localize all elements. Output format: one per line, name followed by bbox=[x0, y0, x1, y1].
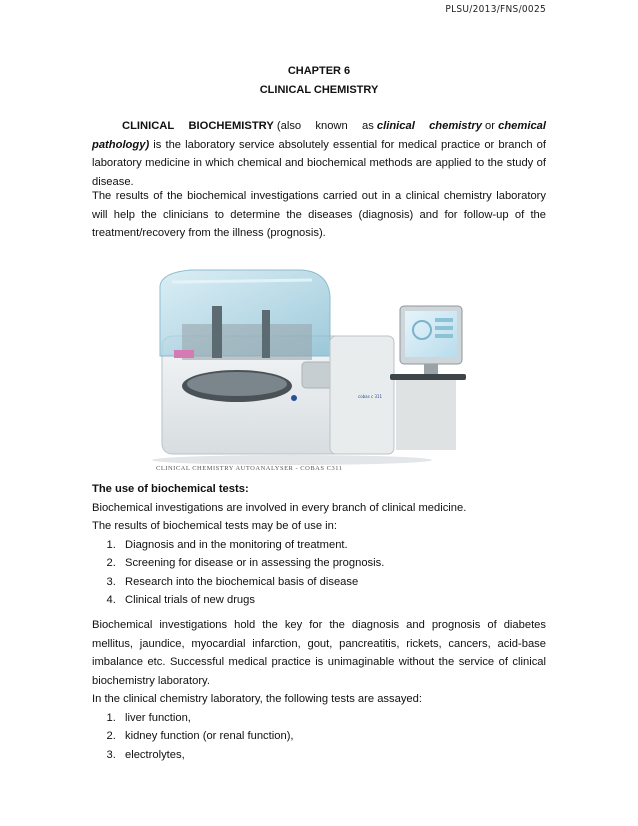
word-known: known bbox=[315, 120, 348, 132]
document-code: PLSU/2013/FNS/0025 bbox=[445, 4, 546, 15]
tests-list bbox=[92, 709, 546, 765]
importance-section bbox=[92, 616, 546, 764]
uses-line-1: Biochemical investigations are involved in every branch of clinical medicine. bbox=[92, 501, 467, 514]
term-clinical: CLINICAL bbox=[122, 120, 175, 132]
intro-continuation bbox=[92, 136, 546, 192]
list-item: 3. Research into the biochemical basis of disease bbox=[119, 573, 546, 592]
chapter-heading bbox=[92, 62, 546, 99]
list-item: 2. Screening for disease or in assessing the prognosis. bbox=[119, 554, 546, 573]
chapter-title: CLINICAL CHEMISTRY bbox=[259, 83, 379, 96]
term-pathology: pathology) bbox=[92, 138, 150, 151]
word-also: (also bbox=[276, 120, 302, 132]
chapter-number: CHAPTER 6 bbox=[287, 65, 351, 77]
list-item: 2. kidney function (or renal function), bbox=[119, 727, 546, 746]
term-biochemistry: BIOCHEMISTRY bbox=[188, 120, 274, 132]
word-as: as bbox=[361, 120, 374, 132]
autoanalyser-illustration bbox=[152, 266, 470, 466]
uses-section bbox=[92, 480, 546, 610]
tests-intro: In the clinical chemistry laboratory, the following tests are assayed: bbox=[92, 693, 422, 705]
figure-caption: CLINICAL CHEMISTRY AUTOANALYSER - COBAS C311 bbox=[156, 465, 343, 472]
importance-paragraph: Biochemical investigations hold the key for the diagnosis and prognosis of diabetes mellitus, jaundice, myocardial infarction, gout, pancreatitis, rickets, cancers, acid-base imbalance etc. Successful medical practice is unimaginable without the service of clinical biochemistry laboratory. bbox=[92, 619, 546, 687]
uses-line-2: The results of biochemical tests may be of use in: bbox=[92, 520, 337, 532]
autoanalyser-image bbox=[152, 266, 470, 476]
list-item: 4. Clinical trials of new drugs bbox=[119, 591, 546, 610]
list-item: 1. liver function, bbox=[119, 709, 546, 728]
term-clinical-italic: clinical bbox=[376, 120, 415, 132]
uses-heading: The use of biochemical tests: bbox=[92, 483, 249, 495]
intro-first-line bbox=[92, 117, 546, 136]
brand-label: cobas c 311 bbox=[358, 394, 383, 399]
list-item: 3. electrolytes, bbox=[119, 746, 546, 765]
term-chemistry: chemistry bbox=[429, 120, 482, 132]
intro-rest: is the laboratory service absolutely essential for medical practice or branch of laboratory medicine in which chemical and biochemical methods are applied to the study of disease. bbox=[92, 138, 546, 188]
word-or: or bbox=[485, 120, 495, 132]
list-item: 1. Diagnosis and in the monitoring of treatment. bbox=[119, 536, 546, 555]
uses-list bbox=[92, 536, 546, 610]
results-paragraph: The results of the biochemical investigations carried out in a clinical chemistry laboratory will help the clinicians to determine the diseases (diagnosis) and for follow-up of the treatment/recovery from the illness (prognosis). bbox=[92, 190, 546, 239]
intro-paragraph bbox=[92, 117, 546, 191]
term-chemical: chemical bbox=[498, 120, 546, 132]
